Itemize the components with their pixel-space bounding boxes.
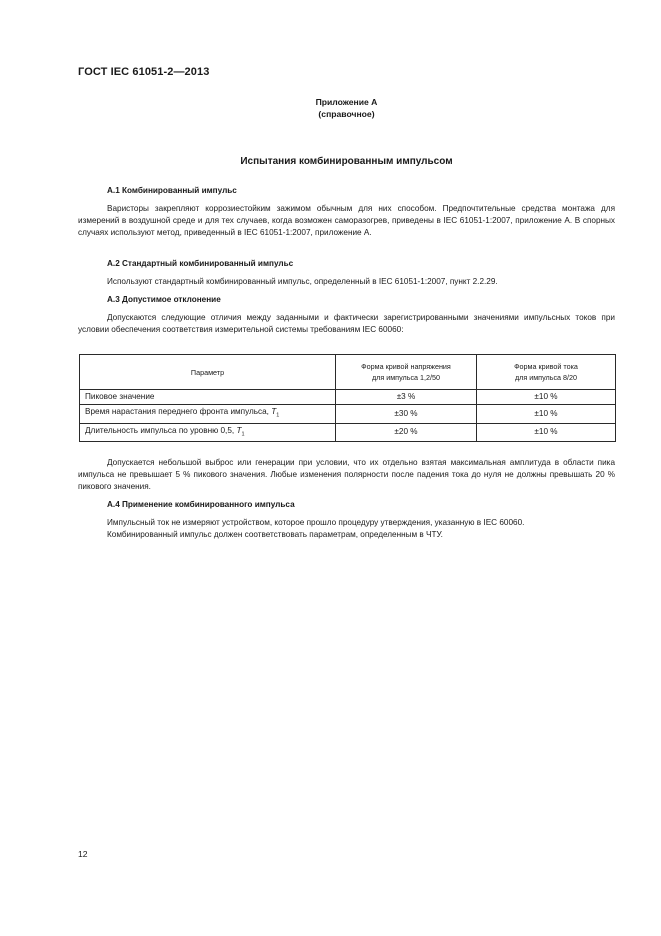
row-parameter: Пиковое значение bbox=[80, 390, 336, 405]
annex-note: (справочное) bbox=[318, 109, 375, 119]
section-a2-heading: А.2 Стандартный комбинированный импульс bbox=[107, 259, 294, 268]
main-title: Испытания комбинированным импульсом bbox=[240, 156, 453, 167]
section-a4-heading: А.4 Применение комбинированного импульса bbox=[107, 500, 295, 509]
row-voltage-value: ±30 % bbox=[336, 405, 477, 424]
table-row bbox=[80, 390, 616, 405]
annex-block bbox=[78, 96, 615, 120]
table-row bbox=[80, 405, 616, 424]
row-voltage-value: ±20 % bbox=[336, 423, 477, 442]
row-current-value: ±10 % bbox=[477, 405, 616, 424]
section-a4-text-2: Комбинированный импульс должен соответствовать параметрам, определенным в ЧТУ. bbox=[107, 530, 443, 539]
row-parameter: Время нарастания переднего фронта импульса, $T_1$ bbox=[80, 405, 336, 424]
table-row bbox=[80, 423, 616, 442]
header-current-waveform: Форма кривой тока для импульса 8/20 bbox=[477, 355, 616, 390]
row-current-value: ±10 % bbox=[477, 390, 616, 405]
document-header: ГОСТ IEC 61051-2—2013 bbox=[78, 66, 210, 78]
section-a3-text: Допускаются следующие отличия между заданными и фактически зарегистрированными значениями импульсных токов при условии обеспечения соответствия измерительной системы требованиям IEC 60060: bbox=[78, 313, 615, 334]
annex-title: Приложение А bbox=[315, 97, 378, 107]
header-voltage-waveform: Форма кривой напряжения для импульса 1,2/50 bbox=[336, 355, 477, 390]
section-a1-heading: А.1 Комбинированный импульс bbox=[107, 186, 237, 195]
section-a3-heading: А.3 Допустимое отклонение bbox=[107, 295, 221, 304]
page-number: 12 bbox=[78, 849, 88, 859]
row-voltage-value: ±3 % bbox=[336, 390, 477, 405]
section-a3-after-table: Допускается небольшой выброс или генерации при условии, что их отдельно взятая максимальная амплитуда в области пика импульса не превышает 5 % пикового значения. Любые изменения полярности после падения тока до нуля не должны превышать 20 % пикового значения. bbox=[78, 458, 615, 491]
tolerance-table bbox=[79, 354, 616, 442]
header-parameter: Параметр bbox=[80, 355, 336, 390]
section-a1-text: Варисторы закрепляют коррозиестойким зажимом обычным для них способом. Предпочтительные средства монтажа для измерений в воздушной среде и для тех случаев, когда возможен саморазогрев, приведены в IEC 61051-1:2007, приложение А. В спорных случаях используют метод, приведенный в IEC 61051-1:2007, приложение А. bbox=[78, 204, 615, 237]
row-parameter: Длительность импульса по уровню 0,5, $T_1$ bbox=[80, 423, 336, 442]
row-current-value: ±10 % bbox=[477, 423, 616, 442]
section-a2-text: Используют стандартный комбинированный импульс, определенный в IEC 61051-1:2007, пункт 2.2.29. bbox=[107, 277, 498, 286]
section-a4-text-1: Импульсный ток не измеряют устройством, которое прошло процедуру утверждения, указанную в IEC 60060. bbox=[107, 518, 525, 527]
table-header-row bbox=[80, 355, 616, 390]
